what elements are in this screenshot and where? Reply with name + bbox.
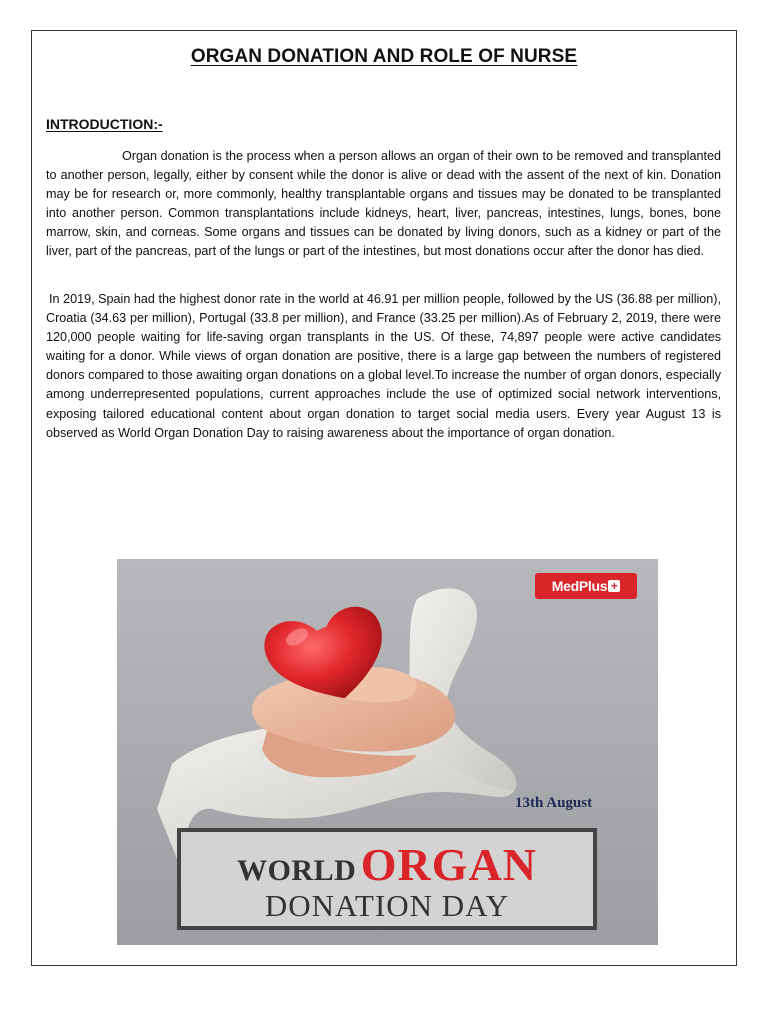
document-title-text: ORGAN DONATION AND ROLE OF NURSE [190, 46, 578, 67]
banner-world-text: WORLD [237, 854, 357, 887]
world-organ-donation-day-banner [177, 828, 597, 930]
document-title [0, 46, 768, 68]
medplus-plus-icon: + [608, 580, 620, 592]
poster-date: 13th August [515, 795, 593, 811]
banner-donation-day-text: DONATION DAY [264, 888, 510, 923]
paragraph-introduction: Organ donation is the process when a person allows an organ of their own to be removed and transplanted to another person, legally, either by consent while the donor is alive or dead with the assent of the next of kin. Donation may be for research or, more commonly, healthy transplantable organs and tissues may be donated to be transplanted into another person. Common transplantations include kidneys, heart, liver, pancreas, intestines, lungs, bones, bone marrow, skin, and corneas. Some organs and tissues can be donated by living donors, such as a kidney or part of the liver, part of the pancreas, part of the lungs or part of the intestines, but most donations occur after the donor has died. [46, 149, 721, 259]
medplus-logo-text: MedPlus [551, 578, 608, 594]
banner-organ-text: ORGAN [360, 839, 537, 890]
world-organ-donation-day-poster [117, 559, 658, 945]
medplus-logo [535, 573, 637, 599]
banner-line-1 [181, 838, 593, 891]
section-heading-introduction: INTRODUCTION:- [46, 116, 163, 132]
paragraph-statistics: In 2019, Spain had the highest donor rate in the world at 46.91 per million people, followed by the US (36.88 per million), Croatia (34.63 per million), Portugal (33.8 per million), and France (33.25 per million).As of February 2, 2019, there were 120,000 people waiting for life-saving organ transplants in the US. Of these, 74,897 people were active candidates waiting for a donor. While views of organ donation are positive, there is a large gap between the numbers of registered donors compared to those awaiting organ donations on a global level.To increase the number of organ donors, especially among underrepresented populations, current approaches include the use of optimized social network interventions, exposing tailored educational content about organ donation to target social media users. Every year August 13 is observed as World Organ Donation Day to raising awareness about the importance of organ donation. [46, 292, 721, 440]
